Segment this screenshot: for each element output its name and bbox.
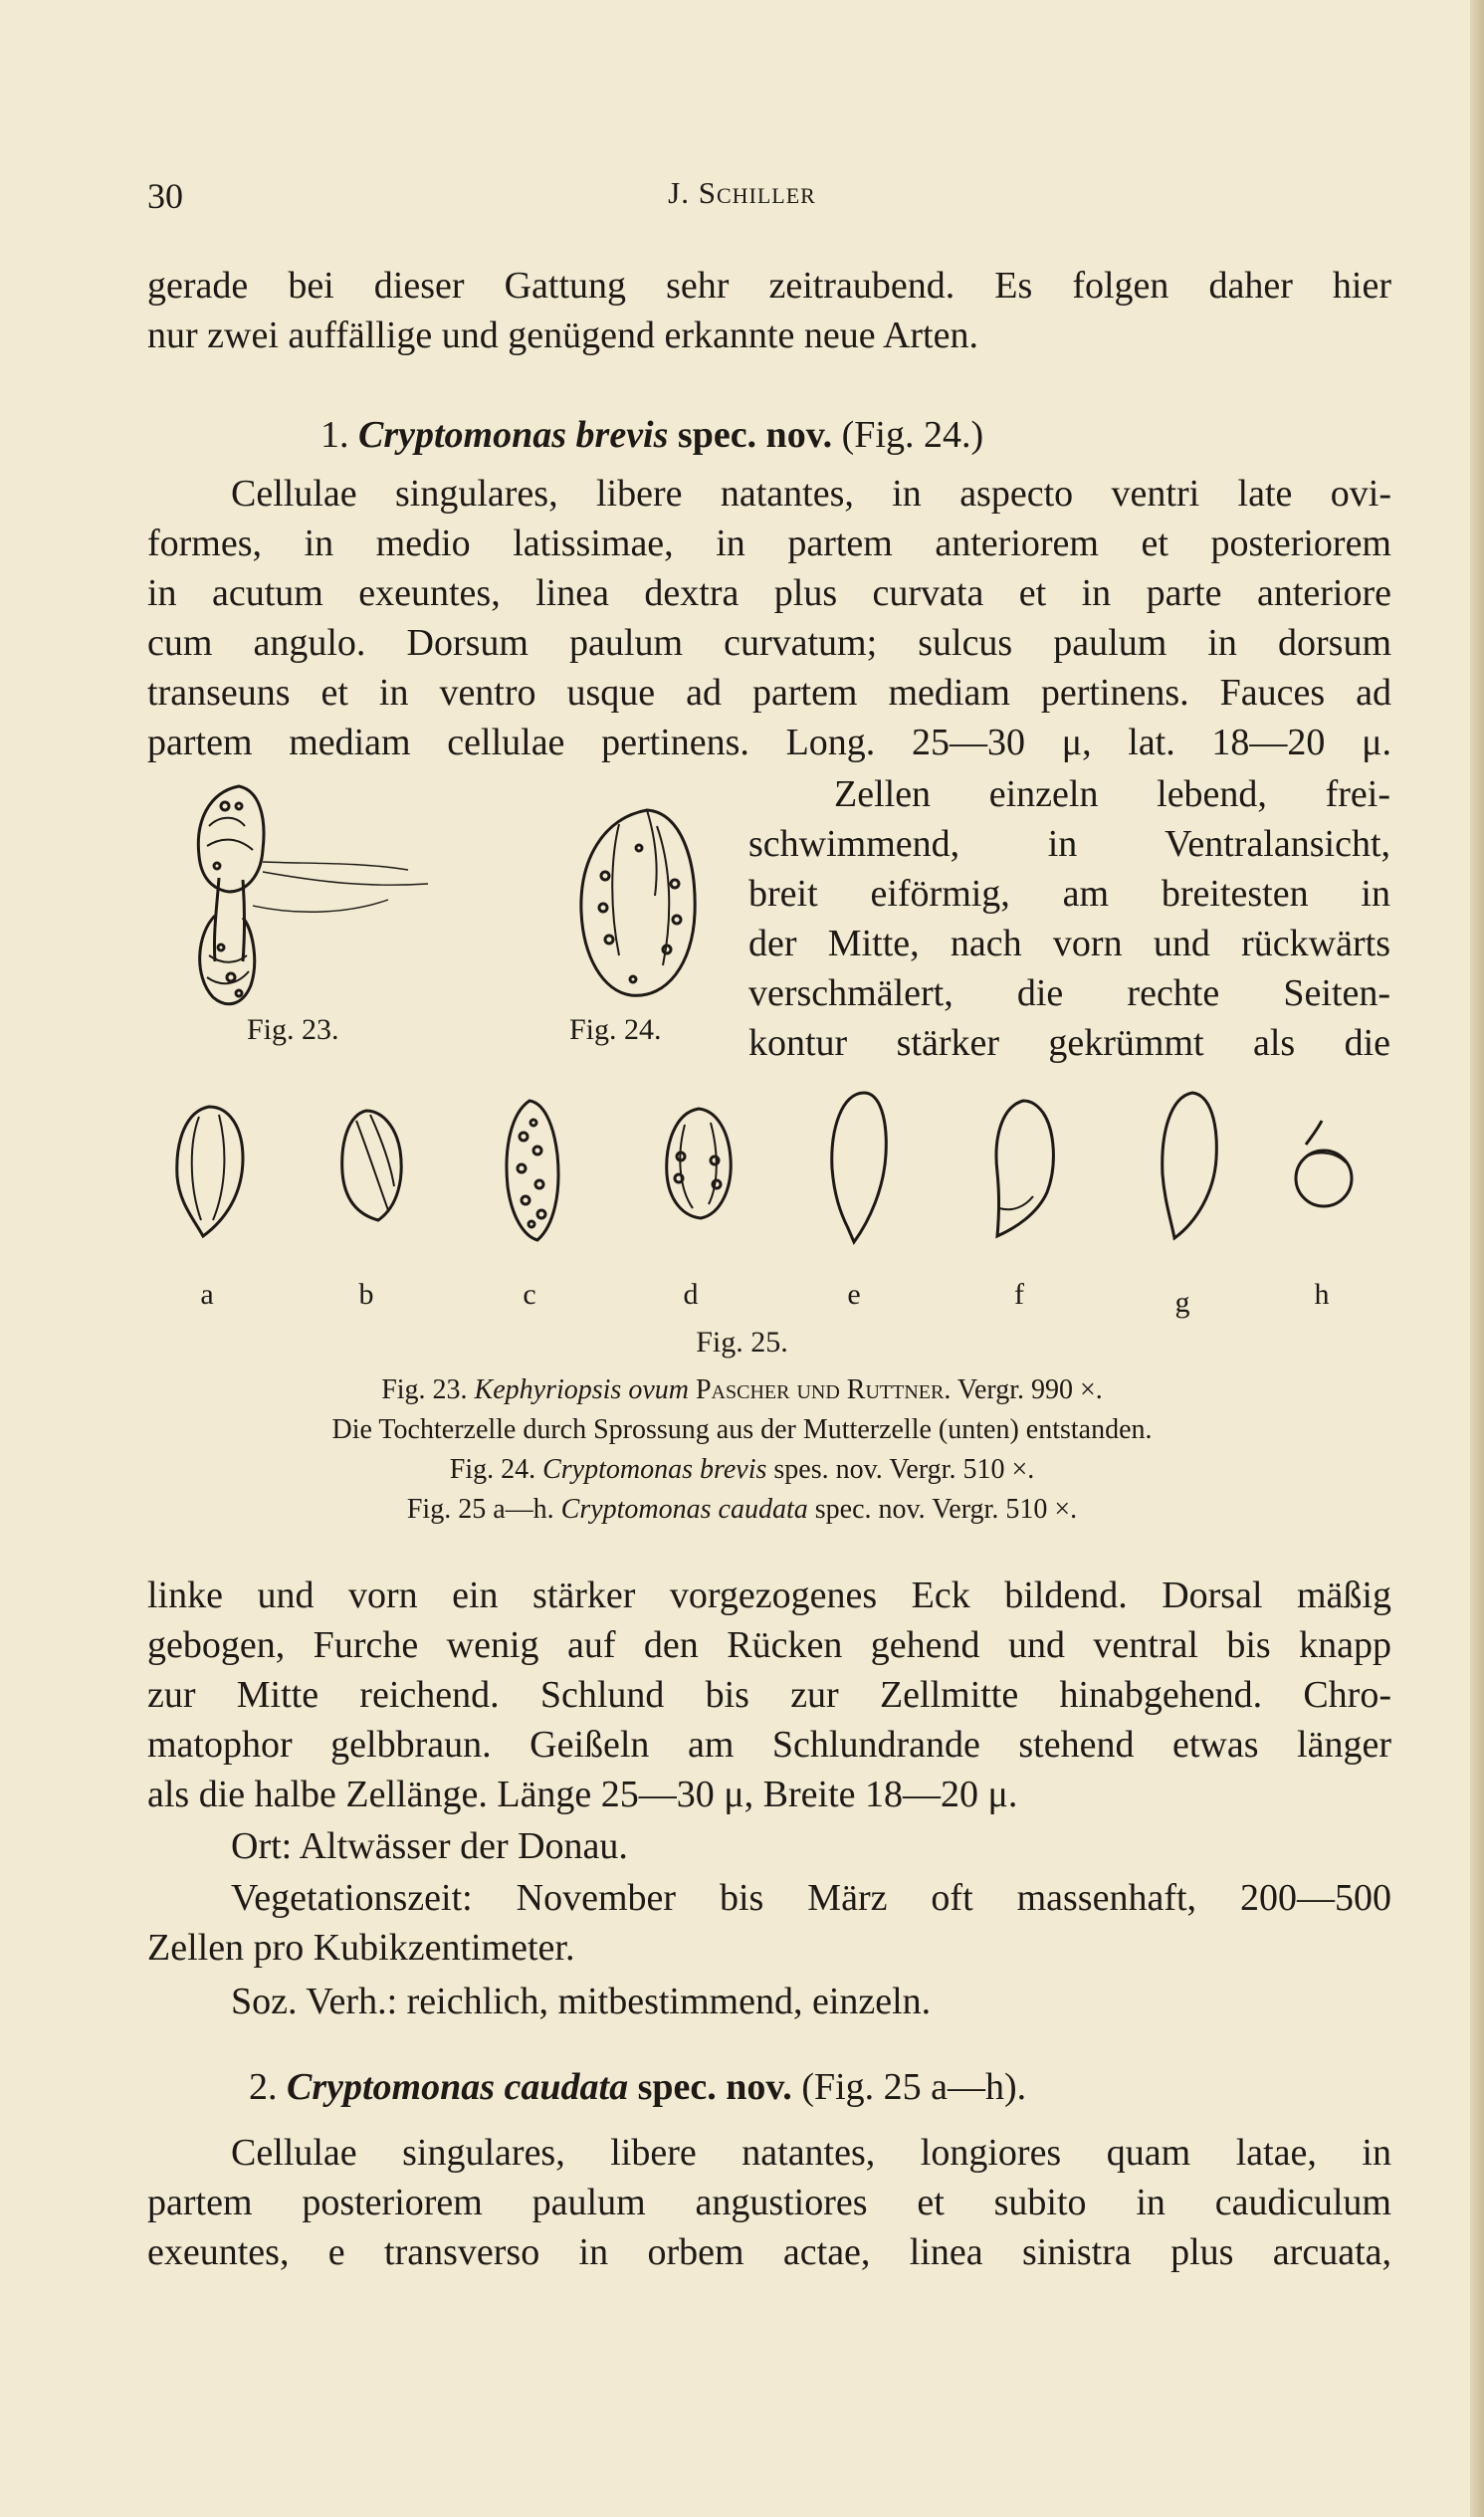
- species-spec: spec. nov.: [637, 2066, 792, 2108]
- figure-25-sublabel: a: [200, 1278, 214, 1311]
- text-line: linke und vorn ein stärker vorgezogenes Eck bildend. Dorsal mäßig: [147, 1574, 1391, 1616]
- page-edge: [1470, 0, 1484, 2517]
- running-head-author: J. Schiller: [668, 175, 816, 210]
- caption-magnification: Vergr. 990 ×.: [956, 1374, 1103, 1405]
- figure-24-drawing: [559, 796, 719, 1020]
- figure-25e-drawing: [818, 1089, 898, 1248]
- text-line: exeuntes, e transverso in orbem actae, linea sinistra plus arcuata,: [147, 2231, 1391, 2273]
- figure-25-sublabel: g: [1174, 1286, 1190, 1319]
- caption-taxon: Kephyriopsis ovum: [474, 1374, 689, 1405]
- caption-line-4: [0, 1491, 1484, 1529]
- text-line: matophor gelbbraun. Geißeln am Schlundrande stehend etwas länger: [147, 1724, 1391, 1766]
- text-line: als die halbe Zellänge. Länge 25—30 μ, Breite 18—20 μ.: [147, 1774, 1018, 1815]
- species-name: Cryptomonas brevis: [358, 414, 669, 456]
- caption-fig-ref: Fig. 25 a—h.: [406, 1494, 554, 1525]
- caption-authors: Pascher und Ruttner.: [695, 1374, 952, 1405]
- figure-25f-drawing: [985, 1097, 1065, 1246]
- figure-25c-drawing: [494, 1097, 573, 1246]
- species-number: 1.: [320, 414, 349, 456]
- text-line: breit eiförmig, am breitesten in: [748, 873, 1390, 915]
- figure-25-sublabel: e: [847, 1278, 861, 1311]
- text-line: verschmälert, die rechte Seiten-: [748, 972, 1390, 1014]
- text-line: gebogen, Furche wenig auf den Rücken gehend und ventral bis knapp: [147, 1624, 1391, 1666]
- text-line: Cellulae singulares, libere natantes, longiores quam latae, in: [231, 2132, 1391, 2174]
- caption-magnification: Vergr. 510 ×.: [889, 1454, 1035, 1485]
- text-line-vegetation: Vegetationszeit: November bis März oft massenhaft, 200—500: [231, 1877, 1391, 1919]
- figure-25-label: Fig. 25.: [696, 1326, 788, 1359]
- text-line: Cellulae singulares, libere natantes, in aspecto ventri late ovi-: [231, 473, 1391, 515]
- text-line: nur zwei auffällige und genügend erkannte neue Arten.: [147, 315, 978, 356]
- text-line: formes, in medio latissimae, in partem anteriorem et posteriorem: [147, 523, 1391, 564]
- figure-25-sublabel: d: [683, 1278, 699, 1311]
- species-name: Cryptomonas caudata: [287, 2066, 629, 2108]
- species-fig-ref: (Fig. 24.): [841, 414, 984, 456]
- text-line: Zellen einzeln lebend, frei-: [834, 773, 1390, 815]
- text-line: kontur stärker gekrümmt als die: [748, 1022, 1390, 1064]
- text-line: cum angulo. Dorsum paulum curvatum; sulcus paulum in dorsum: [147, 622, 1391, 664]
- species-heading-2: [249, 2062, 1026, 2112]
- figure-23-drawing: [179, 766, 478, 1025]
- figure-25-sublabel: b: [358, 1278, 374, 1311]
- text-line: Zellen pro Kubikzentimeter.: [147, 1927, 575, 1969]
- caption-taxon: Cryptomonas brevis: [542, 1454, 767, 1485]
- caption-status: spec. nov.: [814, 1494, 926, 1525]
- figure-25d-drawing: [659, 1105, 739, 1224]
- species-heading-1: [320, 410, 983, 460]
- text-line-ort: Ort: Altwässer der Donau.: [231, 1825, 628, 1867]
- text-line: in acutum exeuntes, linea dextra plus curvata et in parte anteriore: [147, 572, 1391, 614]
- figure-25-sublabel: c: [523, 1278, 536, 1311]
- caption-status: spes. nov.: [773, 1454, 883, 1485]
- figure-25a-drawing: [167, 1103, 257, 1242]
- figure-25g-drawing: [1149, 1089, 1228, 1248]
- text-line: gerade bei dieser Gattung sehr zeitraubend. Es folgen daher hier: [147, 265, 1391, 307]
- text-line: der Mitte, nach vorn und rückwärts: [748, 923, 1390, 964]
- caption-line-1: [0, 1371, 1484, 1409]
- figure-23-label: Fig. 23.: [247, 1013, 339, 1046]
- text-line: partem posteriorem paulum angustiores et subito in caudiculum: [147, 2182, 1391, 2223]
- caption-fig-ref: Fig. 24.: [449, 1454, 536, 1485]
- figure-24-label: Fig. 24.: [569, 1013, 662, 1046]
- species-spec: spec. nov.: [677, 414, 833, 456]
- species-number: 2.: [249, 2066, 278, 2108]
- figure-25-sublabel: f: [1014, 1278, 1024, 1311]
- text-line: schwimmend, in Ventralansicht,: [748, 823, 1390, 865]
- caption-fig-ref: Fig. 23.: [381, 1374, 468, 1405]
- text-line: zur Mitte reichend. Schlund bis zur Zellmitte hinabgehend. Chro-: [147, 1674, 1391, 1716]
- figure-25b-drawing: [332, 1107, 412, 1226]
- text-line: transeuns et in ventro usque ad partem mediam pertinens. Fauces ad: [147, 672, 1391, 714]
- caption-taxon: Cryptomonas caudata: [560, 1494, 808, 1525]
- caption-line-3: [0, 1451, 1484, 1489]
- figure-25h-drawing: [1290, 1117, 1360, 1216]
- page-number: 30: [147, 176, 183, 216]
- caption-magnification: Vergr. 510 ×.: [932, 1494, 1078, 1525]
- text-line: partem mediam cellulae pertinens. Long. 25—30 μ, lat. 18—20 μ.: [147, 722, 1391, 763]
- text-line-soz: Soz. Verh.: reichlich, mitbestimmend, einzeln.: [231, 1981, 932, 2022]
- species-fig-ref: (Fig. 25 a—h).: [801, 2066, 1027, 2108]
- caption-line-2: Die Tochterzelle durch Sprossung aus der Mutterzelle (unten) entstanden.: [331, 1414, 1153, 1445]
- figure-25-sublabel: h: [1314, 1278, 1330, 1311]
